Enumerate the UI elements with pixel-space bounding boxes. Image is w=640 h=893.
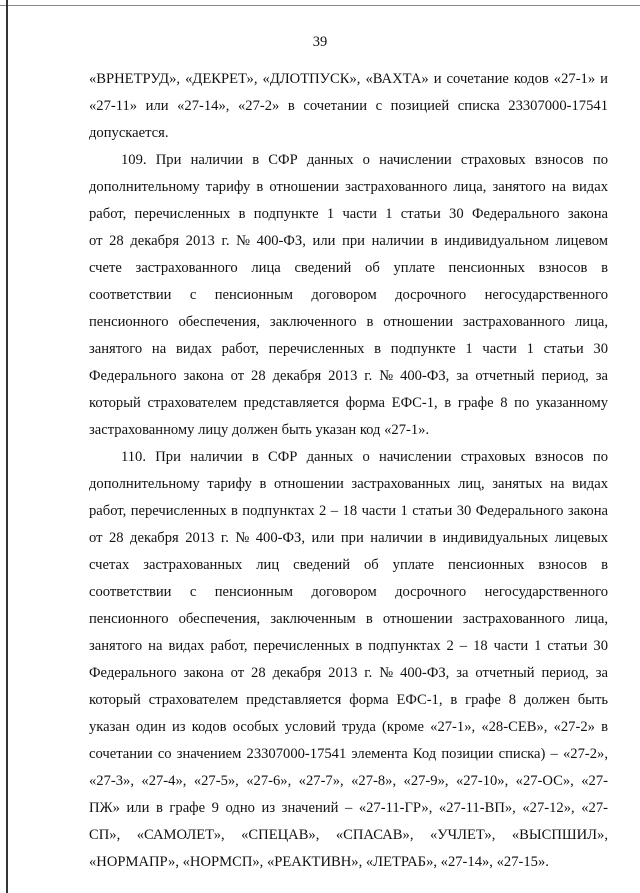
- text-line: от 28 декабря 2013 г. № 400-ФЗ, или при наличии в индивидуальном лицевом: [89, 233, 608, 249]
- text-line: соответствии с пенсионным договором досрочного негосударственного: [89, 287, 608, 303]
- text-line: «27-11» или «27-14», «27-2» в сочетании с позицией списка 23307000-17541: [89, 98, 608, 114]
- text-line: работ, перечисленных в подпункте 1 части 1 статьи 30 Федерального закона: [89, 206, 608, 222]
- text-line: Федерального закона от 28 декабря 2013 г. № 400-ФЗ, за отчетный период, за: [89, 368, 608, 384]
- page-number: 39: [312, 34, 328, 50]
- text-line: который страхователем представляется форма ЕФС-1, в графе 8 должен быть: [89, 692, 608, 708]
- scan-top-edge: [0, 5, 640, 6]
- text-line: занятого на видах работ, перечисленных в подпункте 1 части 1 статьи 30: [89, 341, 608, 357]
- text-line: «ВРНЕТРУД», «ДЕКРЕТ», «ДЛОТПУСК», «ВАХТА» и сочетание кодов «27-1» и: [89, 71, 608, 87]
- text-line: сочетании со значением 23307000-17541 элемента Код позиции списка) – «27-2»,: [89, 746, 608, 762]
- text-line: пенсионного обеспечения, заключенного в отношении застрахованного лица,: [89, 314, 608, 330]
- text-line: занятого на видах работ, перечисленных в подпунктах 2 – 18 части 1 статьи 30: [89, 638, 608, 654]
- text-line: «27-3», «27-4», «27-5», «27-6», «27-7», «27-8», «27-9», «27-10», «27-ОС», «27-: [89, 773, 608, 789]
- text-line: соответствии с пенсионным договором досрочного негосударственного: [89, 584, 608, 600]
- text-line: ПЖ» или в графе 9 одно из значений – «27-11-ГР», «27-11-ВП», «27-12», «27-: [89, 800, 608, 816]
- text-line: пенсионного обеспечения, заключенным в отношении застрахованного лица,: [89, 611, 608, 627]
- text-line: от 28 декабря 2013 г. № 400-ФЗ, или при наличии в индивидуальных лицевых: [89, 530, 608, 546]
- text-line: счете застрахованного лица сведений об уплате пенсионных взносов в: [89, 260, 608, 276]
- text-line: СП», «САМОЛЕТ», «СПЕЦАВ», «СПАСАВ», «УЧЛЕТ», «ВЫСПШИЛ»,: [89, 827, 608, 843]
- text-line: «НОРМАПР», «НОРМСП», «РЕАКТИВН», «ЛЕТРАБ», «27-14», «27-15».: [89, 854, 549, 870]
- text-line: дополнительному тарифу в отношении застрахованного лица, занятого на видах: [89, 179, 608, 195]
- text-line: указан один из кодов особых условий труда (кроме «27-1», «28-СЕВ», «27-2» в: [89, 719, 608, 735]
- text-line: который страхователем представляется форма ЕФС-1, в графе 8 по указанному: [89, 395, 608, 411]
- text-line: работ, перечисленных в подпунктах 2 – 18 части 1 статьи 30 Федерального закона: [89, 503, 608, 519]
- text-line: 110. При наличии в СФР данных о начислении страховых взносов по: [121, 449, 608, 465]
- text-line: дополнительному тарифу в отношении застрахованных лиц, занятых на видах: [89, 476, 608, 492]
- text-line: 109. При наличии в СФР данных о начислении страховых взносов по: [121, 152, 608, 168]
- text-line: Федерального закона от 28 декабря 2013 г. № 400-ФЗ, за отчетный период, за: [89, 665, 608, 681]
- text-line: допускается.: [89, 125, 169, 141]
- text-line: счетах застрахованных лиц сведений об уплате пенсионных взносов в: [89, 557, 608, 573]
- scan-left-edge: [6, 0, 8, 893]
- text-line: застрахованному лицу должен быть указан код «27-1».: [89, 422, 430, 438]
